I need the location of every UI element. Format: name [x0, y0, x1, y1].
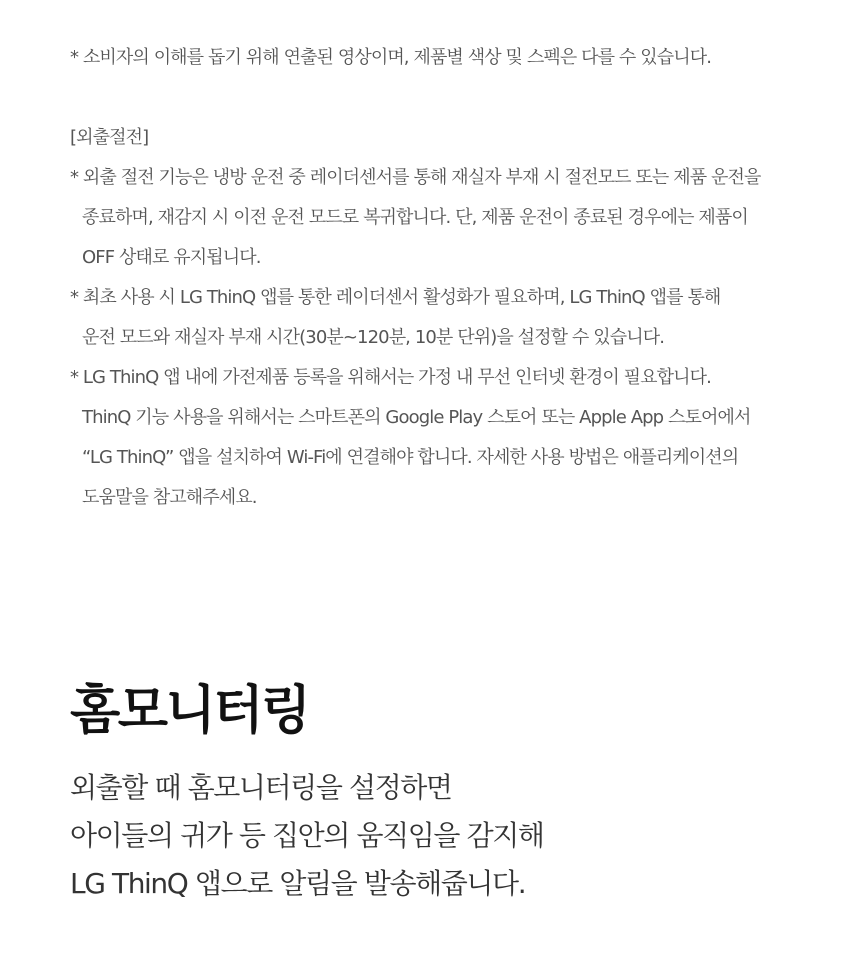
- note-line: * LG ThinQ 앱 내에 가전제품 등록을 위해서는 가정 내 무선 인터넷 환경이 필요합니다.: [70, 367, 711, 388]
- section-description: [70, 764, 830, 908]
- description-line: 외출할 때 홈모니터링을 설정하면: [70, 771, 452, 804]
- note-line: * 최초 사용 시 LG ThinQ 앱를 통한 레이더센서 활성화가 필요하며, LG ThinQ 앱를 통해: [70, 287, 721, 308]
- section-title: 홈모니터링: [70, 681, 309, 741]
- disclaimer-notes: [70, 38, 830, 518]
- note-line: ThinQ 기능 사용을 위해서는 스마트폰의 Google Play 스토어 또는 Apple App 스토어에서: [82, 407, 751, 428]
- note-line: “LG ThinQ” 앱을 설치하여 Wi-Fi에 연결해야 합니다. 자세한 사용 방법은 애플리케이션의: [82, 447, 739, 468]
- note-line: 종료하며, 재감지 시 이전 운전 모드로 복귀합니다. 단, 제품 운전이 종료된 경우에는 제품이: [82, 207, 748, 228]
- note-line: * 소비자의 이해를 돕기 위해 연출된 영상이며, 제품별 색상 및 스펙은 다를 수 있습니다.: [70, 47, 712, 68]
- note-line: 도움말을 참고해주세요.: [82, 487, 257, 508]
- note-line: 운전 모드와 재실자 부재 시간(30분~120분, 10분 단위)을 설정할 수 있습니다.: [82, 327, 665, 348]
- note-blank-line: [70, 78, 830, 118]
- description-line: 아이들의 귀가 등 집안의 움직임을 감지해: [70, 819, 544, 852]
- note-heading: [외출절전]: [70, 127, 149, 148]
- description-line: LG ThinQ 앱으로 알림을 발송해줍니다.: [70, 867, 526, 900]
- note-line: * 외출 절전 기능은 냉방 운전 중 레이더센서를 통해 재실자 부재 시 절전모드 또는 제품 운전을: [70, 167, 761, 188]
- note-line: OFF 상태로 유지됩니다.: [82, 247, 261, 268]
